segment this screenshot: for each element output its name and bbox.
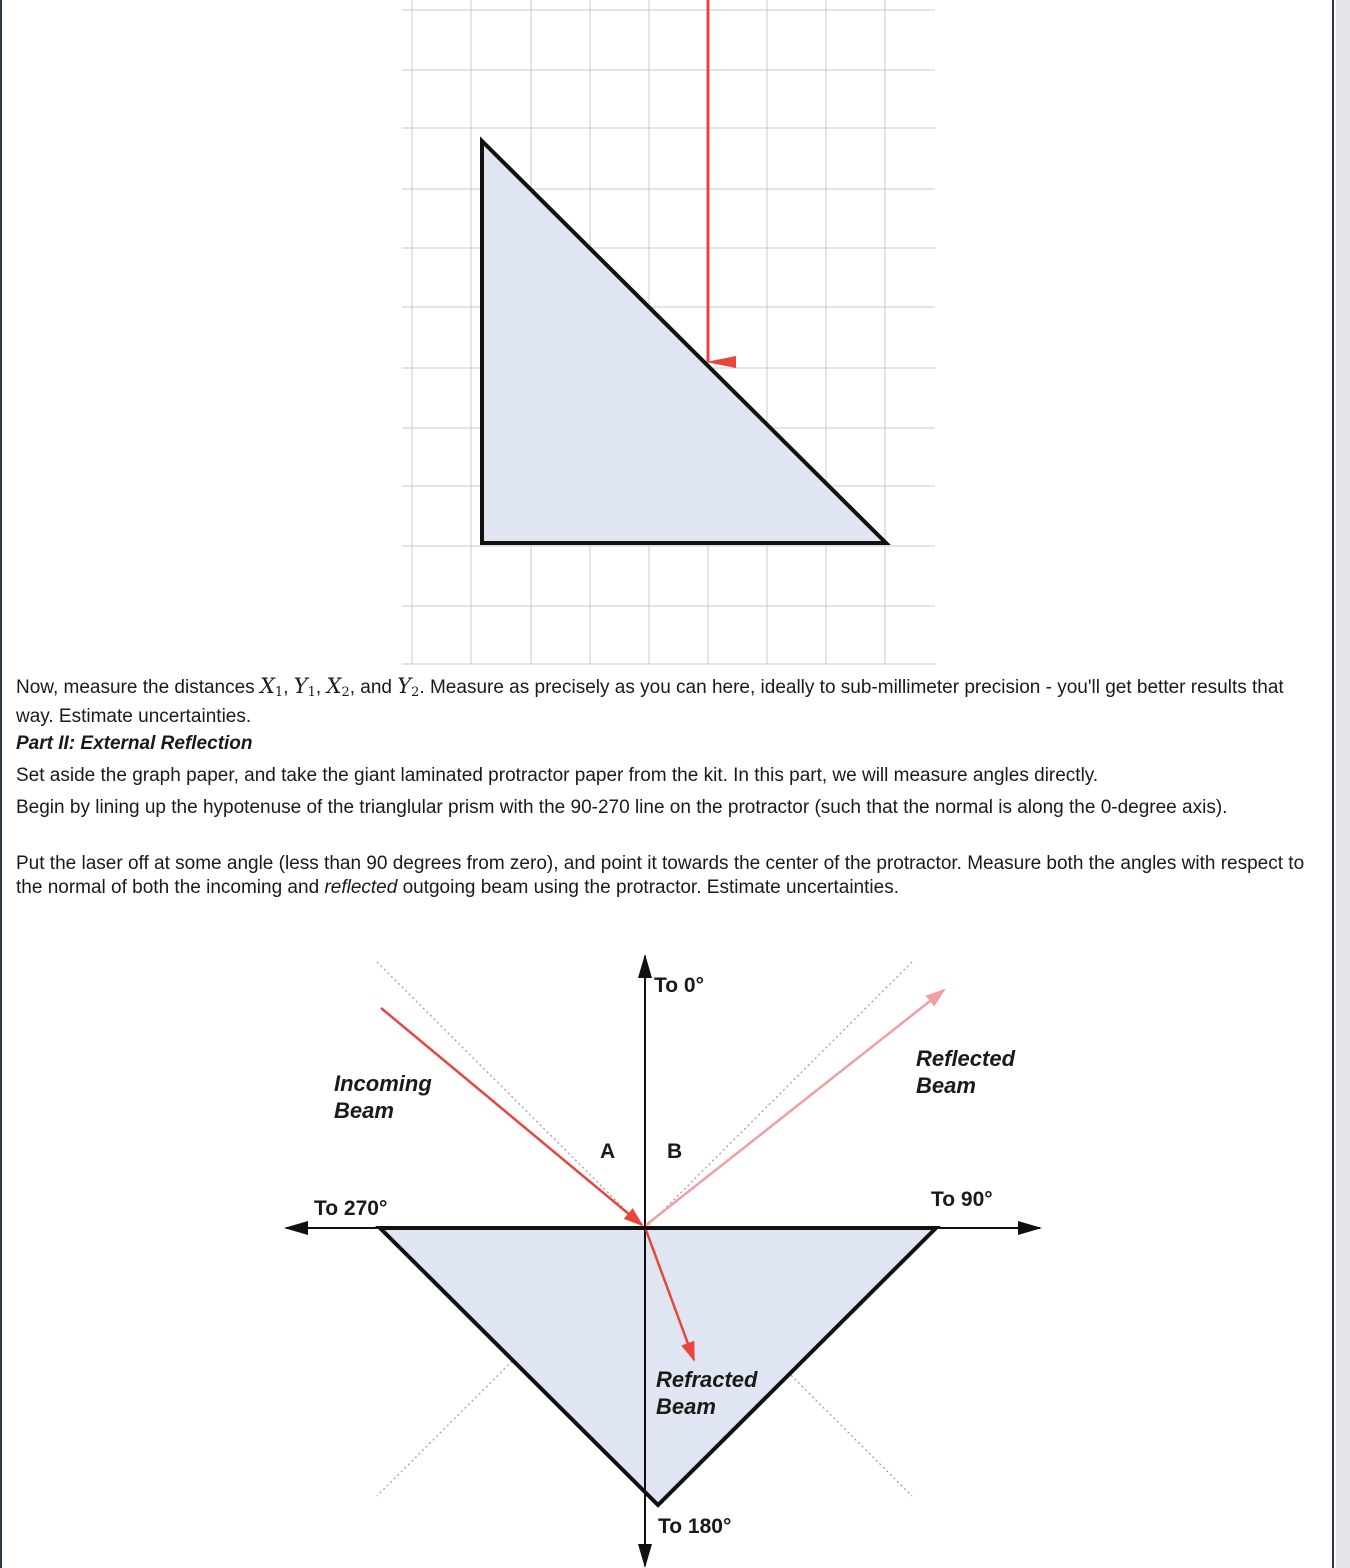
measure-distances-paragraph: Now, measure the distances $X_1$, $Y_1$, $X_2$, and $Y_2$. Measure as precisely as you can here, ideally to sub-millimeter precision - you'll get better results that way. Estimate uncertainties. [16, 674, 1284, 727]
reflected-beam [646, 990, 944, 1225]
label-to-180: To 180° [658, 1515, 732, 1538]
measure-text-tail: . Measure as precisely as you can here, ideally to sub-millimeter precision - you'll get better results that way. Estimate uncertainties. [16, 677, 1284, 727]
label-angle-a: A [600, 1140, 616, 1163]
label-incoming-beam-1: Incoming [334, 1071, 432, 1096]
right-triangle-prism [482, 141, 886, 543]
label-incoming-beam-2: Beam [334, 1098, 394, 1123]
label-to-90: To 90° [931, 1188, 993, 1211]
part2-paragraph-2: Begin by lining up the hypotenuse of the trianglular prism with the 90-270 line on the protractor (such that the normal is along the 0-degree axis). [16, 797, 1228, 818]
reflection-diagram [280, 940, 1060, 1568]
label-reflected-beam-2: Beam [916, 1073, 976, 1098]
label-refracted-beam-2: Beam [656, 1394, 716, 1419]
label-angle-b: B [667, 1140, 683, 1163]
label-reflected-beam-1: Reflected [916, 1046, 1016, 1071]
graph-paper-figure [400, 0, 940, 668]
var-x2: $X_2$ [326, 674, 350, 700]
part2-paragraph-3: Put the laser off at some angle (less than 90 degrees from zero), and point it towards the center of the protractor. Measure both the angles with respect to the normal of both the incoming and reflected outgoing beam using the protractor. Estimate uncertainties. [16, 853, 1305, 898]
var-y2: $Y_2$ [397, 674, 420, 700]
label-to-0: To 0° [654, 974, 705, 997]
label-refracted-beam-1: Refracted [656, 1367, 758, 1392]
section-heading-part-2: Part II: External Reflection [16, 733, 253, 754]
part2-paragraph-1: Set aside the graph paper, and take the giant laminated protractor paper from the kit. In this part, we will measure angles directly. [16, 765, 1099, 786]
var-y1: $Y_1$ [293, 674, 316, 700]
label-to-270: To 270° [314, 1197, 388, 1220]
scrollbar-track[interactable] [1336, 0, 1350, 1568]
incoming-beam [381, 1008, 642, 1225]
emphasis-reflected: reflected [324, 877, 398, 898]
measure-text-lead: Now, measure the distances [16, 677, 260, 698]
var-x1: $X_1$ [259, 674, 284, 700]
